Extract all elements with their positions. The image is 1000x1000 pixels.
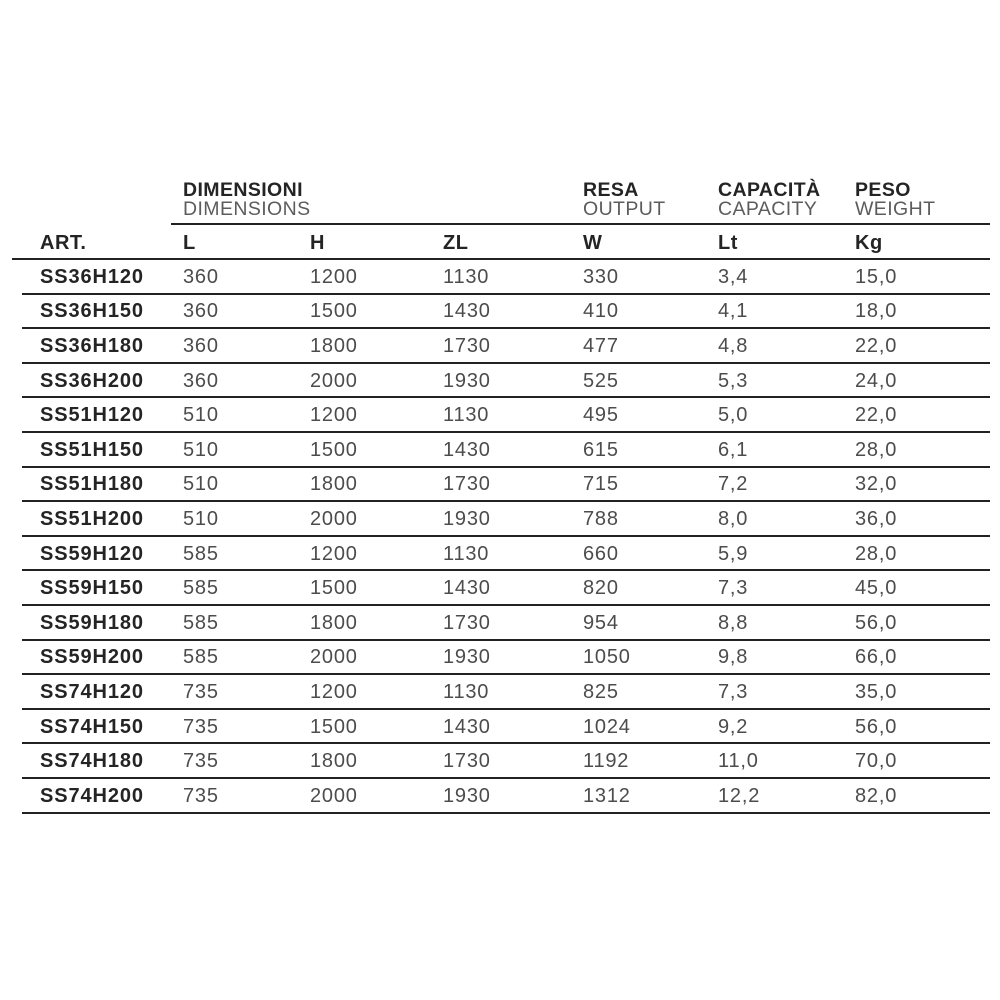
- cell-lt: 8,0: [718, 507, 749, 530]
- cell-l: 360: [183, 334, 219, 357]
- cell-lt: 4,1: [718, 300, 749, 323]
- cell-w: 1024: [583, 715, 631, 738]
- table-row: [12, 710, 990, 745]
- cell-l: 360: [183, 265, 219, 288]
- cell-l: 510: [183, 473, 219, 496]
- cell-kg: 28,0: [855, 542, 898, 565]
- cell-zl: 1130: [443, 542, 490, 565]
- cell-kg: 36,0: [855, 507, 898, 530]
- cell-lt: 5,3: [718, 369, 749, 392]
- cell-zl: 1130: [443, 680, 490, 703]
- cell-lt: 8,8: [718, 611, 749, 634]
- group-header-dimensions-it: DIMENSIONI: [183, 179, 303, 201]
- cell-l: 585: [183, 646, 219, 669]
- cell-art: SS51H120: [40, 404, 144, 427]
- table-row: [12, 329, 990, 364]
- cell-lt: 4,8: [718, 334, 749, 357]
- cell-h: 2000: [310, 369, 358, 392]
- cell-l: 585: [183, 611, 219, 634]
- group-header-weight-en: WEIGHT: [855, 198, 936, 220]
- cell-h: 1200: [310, 542, 358, 565]
- cell-zl: 1430: [443, 300, 491, 323]
- cell-lt: 7,2: [718, 473, 749, 496]
- cell-w: 525: [583, 369, 619, 392]
- cell-l: 735: [183, 750, 219, 773]
- cell-lt: 7,3: [718, 577, 749, 600]
- cell-l: 360: [183, 369, 219, 392]
- column-header-row: [12, 225, 990, 260]
- cell-zl: 1430: [443, 438, 491, 461]
- cell-kg: 66,0: [855, 646, 898, 669]
- cell-zl: 1730: [443, 473, 491, 496]
- cell-kg: 15,0: [855, 265, 898, 288]
- group-header-row: [12, 179, 990, 225]
- cell-art: SS59H120: [40, 542, 144, 565]
- cell-w: 410: [583, 300, 619, 323]
- cell-art: SS36H120: [40, 265, 144, 288]
- cell-zl: 1130: [443, 265, 490, 288]
- column-header-kg: Kg: [855, 231, 883, 254]
- cell-h: 2000: [310, 784, 358, 807]
- cell-zl: 1130: [443, 404, 490, 427]
- cell-kg: 22,0: [855, 334, 898, 357]
- cell-lt: 7,3: [718, 680, 749, 703]
- table-row: [12, 571, 990, 606]
- group-header-output-en: OUTPUT: [583, 198, 666, 220]
- cell-art: SS59H180: [40, 611, 144, 634]
- cell-w: 330: [583, 265, 619, 288]
- cell-h: 1800: [310, 611, 358, 634]
- cell-kg: 82,0: [855, 784, 898, 807]
- table-row: [12, 606, 990, 641]
- group-header-weight-it: PESO: [855, 179, 911, 201]
- cell-l: 585: [183, 577, 219, 600]
- cell-art: SS36H150: [40, 300, 144, 323]
- cell-kg: 24,0: [855, 369, 898, 392]
- cell-kg: 28,0: [855, 438, 898, 461]
- cell-art: SS74H150: [40, 715, 144, 738]
- cell-art: SS74H120: [40, 680, 144, 703]
- cell-h: 1500: [310, 438, 358, 461]
- cell-h: 1200: [310, 404, 358, 427]
- cell-art: SS36H200: [40, 369, 144, 392]
- cell-zl: 1930: [443, 784, 491, 807]
- group-header-weight: [855, 181, 990, 218]
- cell-l: 735: [183, 715, 219, 738]
- cell-h: 1500: [310, 300, 358, 323]
- cell-h: 1200: [310, 265, 358, 288]
- cell-w: 820: [583, 577, 619, 600]
- cell-h: 1500: [310, 715, 358, 738]
- cell-kg: 45,0: [855, 577, 898, 600]
- group-header-dimensions-en: DIMENSIONS: [183, 198, 311, 220]
- cell-zl: 1430: [443, 577, 491, 600]
- cell-lt: 9,2: [718, 715, 749, 738]
- cell-w: 788: [583, 507, 619, 530]
- cell-zl: 1730: [443, 334, 491, 357]
- cell-lt: 6,1: [718, 438, 749, 461]
- column-header-l: L: [183, 231, 196, 254]
- cell-w: 615: [583, 438, 619, 461]
- cell-lt: 9,8: [718, 646, 749, 669]
- cell-kg: 56,0: [855, 715, 898, 738]
- cell-w: 1050: [583, 646, 631, 669]
- cell-h: 1200: [310, 680, 358, 703]
- cell-art: SS74H180: [40, 750, 144, 773]
- table-row: [12, 260, 990, 295]
- cell-w: 1192: [583, 750, 630, 773]
- group-header-dimensions: [183, 181, 583, 218]
- cell-kg: 35,0: [855, 680, 898, 703]
- cell-lt: 11,0: [718, 750, 759, 773]
- table-row: [12, 641, 990, 676]
- column-header-h: H: [310, 231, 325, 254]
- table-row: [12, 468, 990, 503]
- cell-zl: 1930: [443, 646, 491, 669]
- table-row: [12, 295, 990, 330]
- cell-w: 477: [583, 334, 619, 357]
- cell-art: SS51H150: [40, 438, 144, 461]
- cell-zl: 1430: [443, 715, 491, 738]
- cell-l: 735: [183, 680, 219, 703]
- cell-kg: 22,0: [855, 404, 898, 427]
- cell-art: SS59H150: [40, 577, 144, 600]
- cell-zl: 1930: [443, 369, 491, 392]
- group-header-output: [583, 181, 718, 218]
- cell-zl: 1930: [443, 507, 491, 530]
- group-header-capacity: [718, 181, 855, 218]
- group-header-output-it: RESA: [583, 179, 639, 201]
- cell-lt: 12,2: [718, 784, 761, 807]
- table-row: [12, 502, 990, 537]
- cell-lt: 3,4: [718, 265, 749, 288]
- cell-art: SS51H180: [40, 473, 144, 496]
- table-row: [12, 537, 990, 572]
- cell-l: 510: [183, 438, 219, 461]
- cell-w: 954: [583, 611, 619, 634]
- group-header-spacer: [12, 181, 183, 218]
- table-body: [12, 260, 990, 814]
- table-row: [12, 364, 990, 399]
- cell-w: 715: [583, 473, 619, 496]
- cell-zl: 1730: [443, 611, 491, 634]
- group-header-capacity-it: CAPACITÀ: [718, 179, 821, 201]
- column-header-w: W: [583, 231, 603, 254]
- cell-l: 735: [183, 784, 219, 807]
- cell-h: 2000: [310, 507, 358, 530]
- cell-h: 1800: [310, 750, 358, 773]
- cell-l: 510: [183, 404, 219, 427]
- cell-l: 585: [183, 542, 219, 565]
- cell-w: 1312: [583, 784, 631, 807]
- cell-lt: 5,0: [718, 404, 749, 427]
- cell-kg: 32,0: [855, 473, 898, 496]
- spec-table: [12, 179, 990, 814]
- cell-h: 1500: [310, 577, 358, 600]
- cell-h: 1800: [310, 473, 358, 496]
- table-row: [12, 779, 990, 814]
- table-row: [12, 744, 990, 779]
- column-header-lt: Lt: [718, 231, 738, 254]
- column-header-art: ART.: [40, 231, 87, 254]
- cell-w: 660: [583, 542, 619, 565]
- cell-h: 1800: [310, 334, 358, 357]
- cell-h: 2000: [310, 646, 358, 669]
- cell-art: SS59H200: [40, 646, 144, 669]
- cell-w: 825: [583, 680, 619, 703]
- cell-art: SS51H200: [40, 507, 144, 530]
- table-row: [12, 398, 990, 433]
- table-row: [12, 675, 990, 710]
- cell-l: 360: [183, 300, 219, 323]
- cell-l: 510: [183, 507, 219, 530]
- column-header-zl: ZL: [443, 231, 469, 254]
- cell-kg: 56,0: [855, 611, 898, 634]
- cell-kg: 18,0: [855, 300, 898, 323]
- cell-w: 495: [583, 404, 619, 427]
- cell-art: SS74H200: [40, 784, 144, 807]
- cell-zl: 1730: [443, 750, 491, 773]
- cell-art: SS36H180: [40, 334, 144, 357]
- cell-kg: 70,0: [855, 750, 898, 773]
- table-row: [12, 433, 990, 468]
- group-header-capacity-en: CAPACITY: [718, 198, 818, 220]
- cell-lt: 5,9: [718, 542, 749, 565]
